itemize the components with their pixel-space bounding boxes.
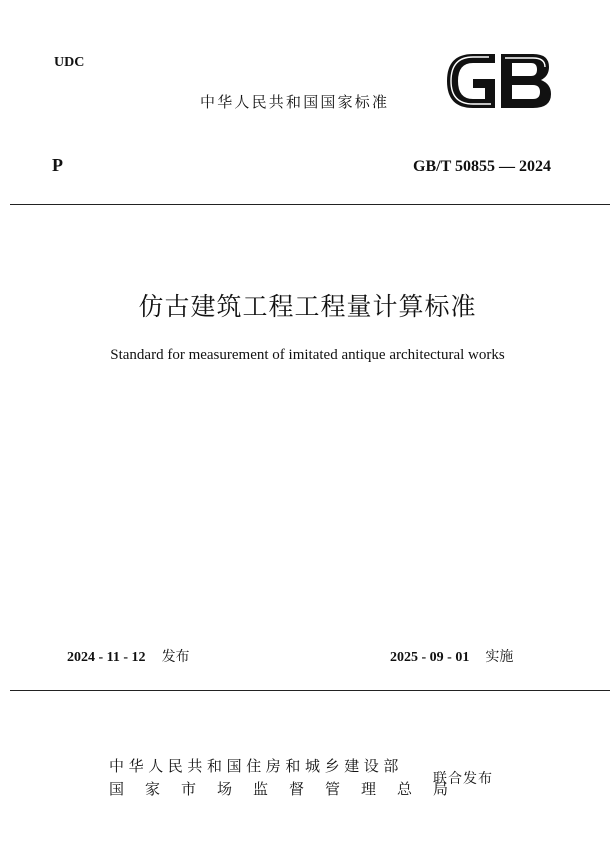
joint-issue-label: 联合发布 bbox=[433, 771, 493, 787]
authority-samr: 国家市场监督管理总局 bbox=[109, 780, 470, 798]
document-title-english: Standard for measurement of imitated antique architectural works bbox=[110, 347, 505, 363]
udc-label: UDC bbox=[54, 55, 85, 70]
top-divider bbox=[10, 204, 610, 205]
classification-code: P bbox=[52, 155, 63, 175]
issue-date: 2024 - 11 - 12 bbox=[67, 650, 146, 665]
authority-mohurd: 中华人民共和国住房和城乡建设部 bbox=[109, 757, 404, 775]
gb-logo bbox=[445, 52, 553, 110]
issuing-authorities bbox=[109, 755, 469, 801]
effective-date-line bbox=[390, 646, 513, 666]
effective-label: 实施 bbox=[485, 649, 514, 665]
national-standard-title: 中华人民共和国国家标准 bbox=[200, 93, 390, 111]
document-title-chinese: 仿古建筑工程工程量计算标准 bbox=[138, 292, 477, 321]
standard-number: GB/T 50855 — 2024 bbox=[413, 158, 551, 175]
issue-label: 发布 bbox=[161, 649, 190, 665]
effective-date: 2025 - 09 - 01 bbox=[390, 650, 470, 665]
issue-date-line bbox=[67, 646, 190, 666]
bottom-divider bbox=[10, 690, 610, 691]
